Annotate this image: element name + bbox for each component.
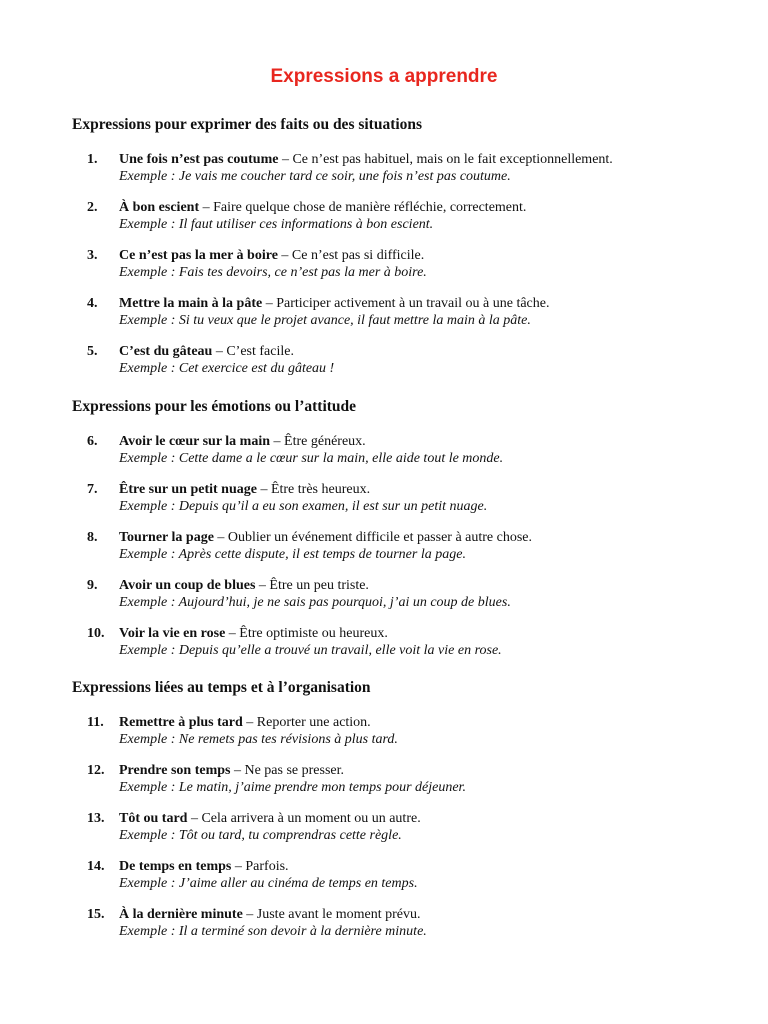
expression-definition: – Juste avant le moment prévu.: [242, 907, 421, 922]
expression-term: Tourner la page: [119, 530, 214, 545]
section-emotions-attitude: [72, 397, 712, 659]
expression-example: Exemple : Depuis qu’il a eu son examen, il est sur un petit nuage.: [119, 499, 488, 514]
item-number: 2.: [87, 200, 98, 215]
item-number: 7.: [87, 482, 98, 497]
expression-example: Exemple : Cette dame a le cœur sur la main, elle aide tout le monde.: [119, 451, 504, 466]
item-number: 9.: [87, 578, 98, 593]
expression-definition: – Cela arrivera à un moment ou un autre.: [187, 811, 421, 826]
expression-term: Voir la vie en rose: [119, 626, 226, 641]
item-number: 15.: [87, 907, 105, 922]
expression-term: Avoir un coup de blues: [119, 578, 256, 593]
expression-term: C’est du gâteau: [119, 344, 213, 359]
expression-definition: – C’est facile.: [212, 344, 294, 359]
item-number: 8.: [87, 530, 98, 545]
item-number: 14.: [87, 859, 105, 874]
item-number: 3.: [87, 248, 98, 263]
list-item: [72, 247, 712, 281]
item-number: 12.: [87, 763, 105, 778]
expression-example: Exemple : Il a terminé son devoir à la dernière minute.: [119, 924, 427, 939]
expression-definition: – Ce n’est pas si difficile.: [277, 248, 425, 263]
expression-definition: – Faire quelque chose de manière réfléchie, correctement.: [199, 200, 527, 215]
expression-definition: – Participer activement à un travail ou à une tâche.: [262, 296, 550, 311]
list-item: [72, 714, 712, 748]
expression-definition: – Oublier un événement difficile et passer à autre chose.: [213, 530, 533, 545]
expression-definition: – Être un peu triste.: [255, 578, 369, 593]
expression-example: Exemple : Aujourd’hui, je ne sais pas pourquoi, j’ai un coup de blues.: [119, 595, 511, 610]
list-item: [72, 577, 712, 611]
item-number: 4.: [87, 296, 98, 311]
expression-example: Exemple : Cet exercice est du gâteau !: [119, 361, 335, 376]
page-title: Expressions a apprendre: [270, 66, 498, 87]
list-item: [72, 625, 712, 659]
list-item: [72, 906, 712, 940]
expression-example: Exemple : Le matin, j’aime prendre mon temps pour déjeuner.: [119, 780, 466, 795]
expression-term: Tôt ou tard: [119, 811, 188, 826]
section-heading: Expressions pour exprimer des faits ou des situations: [72, 116, 423, 133]
item-number: 11.: [87, 715, 104, 730]
expression-example: Exemple : Je vais me coucher tard ce soir, une fois n’est pas coutume.: [119, 169, 511, 184]
section-time-organisation: [72, 678, 712, 940]
expression-example: Exemple : J’aime aller au cinéma de temps en temps.: [119, 876, 418, 891]
expression-definition: – Être généreux.: [270, 434, 366, 449]
list-item: [72, 199, 712, 233]
expression-term: Avoir le cœur sur la main: [119, 434, 271, 449]
list-item: [72, 343, 712, 377]
expression-example: Exemple : Ne remets pas tes révisions à plus tard.: [119, 732, 398, 747]
list-item: [72, 529, 712, 563]
expression-list: [72, 714, 712, 940]
expression-term: À la dernière minute: [119, 907, 243, 922]
item-number: 1.: [87, 152, 98, 167]
expression-definition: – Être optimiste ou heureux.: [225, 626, 388, 641]
list-item: [72, 762, 712, 796]
expression-list: [72, 151, 712, 377]
expression-term: Remettre à plus tard: [119, 715, 243, 730]
list-item: [72, 858, 712, 892]
list-item: [72, 810, 712, 844]
expression-definition: – Reporter une action.: [242, 715, 371, 730]
list-item: [72, 433, 712, 467]
expression-term: De temps en temps: [119, 859, 232, 874]
expression-example: Exemple : Il faut utiliser ces informations à bon escient.: [119, 217, 434, 232]
expression-definition: – Ce n’est pas habituel, mais on le fait exceptionnellement.: [278, 152, 613, 167]
expression-term: Prendre son temps: [119, 763, 231, 778]
expression-term: Mettre la main à la pâte: [119, 296, 263, 311]
section-facts-situations: [72, 115, 712, 377]
expression-example: Exemple : Si tu veux que le projet avance, il faut mettre la main à la pâte.: [119, 313, 531, 328]
item-number: 6.: [87, 434, 98, 449]
expression-term: Être sur un petit nuage: [119, 482, 257, 497]
item-number: 10.: [87, 626, 105, 641]
expression-definition: – Ne pas se presser.: [230, 763, 345, 778]
expression-definition: – Parfois.: [231, 859, 289, 874]
item-number: 13.: [87, 811, 105, 826]
expression-term: Ce n’est pas la mer à boire: [119, 248, 278, 263]
expression-list: [72, 433, 712, 659]
section-heading: Expressions liées au temps et à l’organisation: [72, 679, 371, 696]
expression-example: Exemple : Fais tes devoirs, ce n’est pas la mer à boire.: [119, 265, 427, 280]
list-item: [72, 481, 712, 515]
section-heading: Expressions pour les émotions ou l’attitude: [72, 398, 357, 415]
expression-term: Une fois n’est pas coutume: [119, 152, 279, 167]
expression-definition: – Être très heureux.: [256, 482, 371, 497]
item-number: 5.: [87, 344, 98, 359]
expression-example: Exemple : Après cette dispute, il est temps de tourner la page.: [119, 547, 466, 562]
expression-example: Exemple : Depuis qu’elle a trouvé un travail, elle voit la vie en rose.: [119, 643, 502, 658]
list-item: [72, 151, 712, 185]
expression-term: À bon escient: [119, 200, 200, 215]
expression-example: Exemple : Tôt ou tard, tu comprendras cette règle.: [119, 828, 402, 843]
list-item: [72, 295, 712, 329]
